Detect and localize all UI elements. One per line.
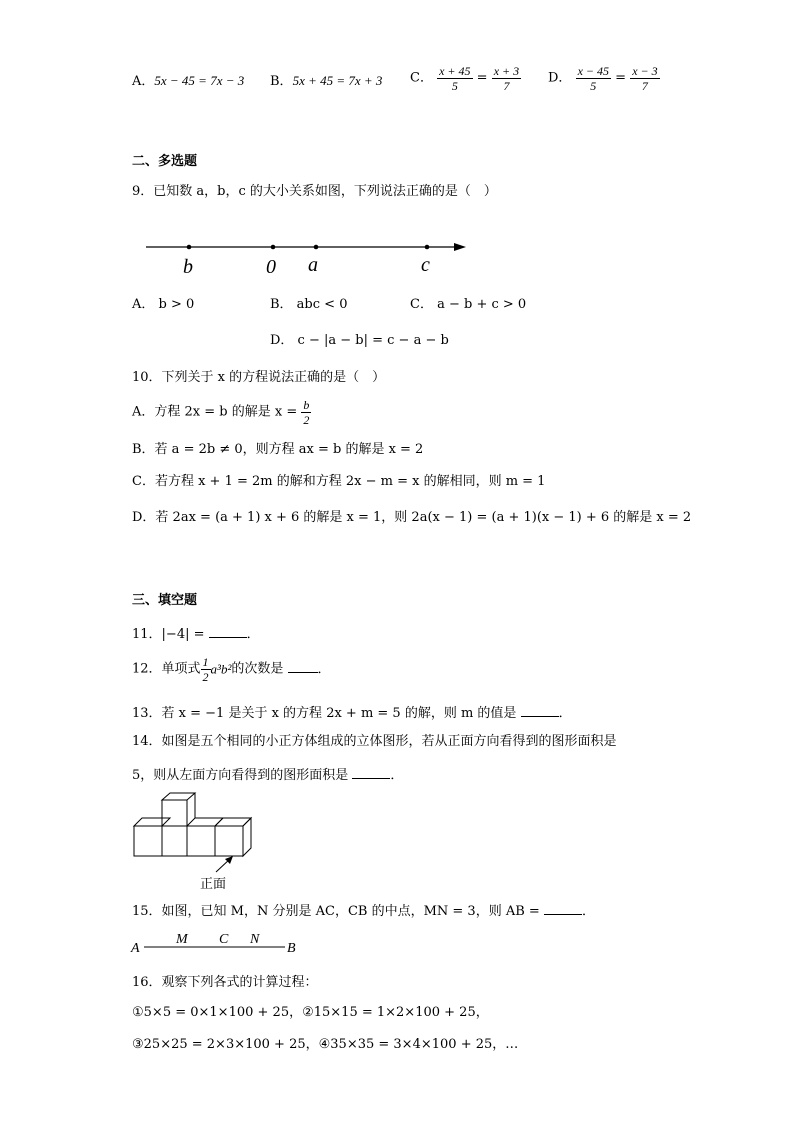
section-heading-fill-in: 三、填空题 <box>132 593 198 608</box>
q13 <box>132 704 572 722</box>
bottom-cube4-top-face <box>215 818 251 826</box>
q14-line2 <box>132 766 403 784</box>
segment-label-m: M <box>176 932 188 947</box>
q10-stem: 10．下列关于 x 的方程说法正确的是（ ） <box>132 370 386 385</box>
q13-suffix: ． <box>558 706 572 721</box>
q8-option-c <box>410 64 521 93</box>
bottom-cube3-front-face <box>187 826 215 856</box>
q11 <box>132 625 260 643</box>
q9-option-b: B． abc < 0 <box>270 297 348 312</box>
bottom-cube1-front-face <box>134 826 162 856</box>
number-line-point-c <box>425 245 430 250</box>
q8-option-c-right-fraction: $\frac{x + 3}{7}$ <box>493 64 520 93</box>
q15 <box>132 902 595 920</box>
q8-option-d-left-fraction: $\frac{x - 45}{5}$ <box>577 64 610 93</box>
segment-label-b: B <box>287 941 296 956</box>
bottom-cube4-side-face <box>243 818 251 856</box>
q15-text: 15．如图，已知 M，N 分别是 AC，CB 的中点，MN = 3，则 AB = <box>132 904 540 919</box>
segment-label-a: A <box>131 941 140 956</box>
section-heading-multiple-choice: 二、多选题 <box>132 154 198 169</box>
number-line-point-b <box>187 245 192 250</box>
q12-rest: 的次数是 <box>231 661 284 677</box>
q10-option-c: C．若方程 x + 1 = 2m 的解和方程 2x − m = x 的解相同，则 m = 1 <box>132 474 546 489</box>
bottom-cube1-top-face <box>134 818 170 826</box>
q11-answer-blank[interactable] <box>209 625 247 638</box>
segment-label-c: C <box>219 932 229 947</box>
q8-option-a <box>132 73 244 90</box>
q12-text: 12．单项式 <box>132 661 201 677</box>
q10-option-a-text: A．方程 2x = b 的解是 x = <box>132 404 298 420</box>
q15-answer-blank[interactable] <box>544 902 582 915</box>
q8-option-b-label: B． <box>270 74 293 89</box>
number-line-arrow-icon <box>454 243 466 251</box>
q8-option-d-equals: = <box>615 70 627 86</box>
q8-option-a-expr: 5x − 45 = 7x − 3 <box>154 73 245 88</box>
q9-option-d: D． c − |a − b| = c − a − b <box>270 333 449 348</box>
q16-stem: 16．观察下列各式的计算过程： <box>132 975 318 990</box>
q8-option-a-label: A． <box>132 74 155 89</box>
q12-suffix: ． <box>317 662 331 677</box>
number-line-point-a <box>314 245 319 250</box>
q8-option-c-left-fraction: $\frac{x + 45}{5}$ <box>439 64 471 93</box>
q9-stem: 9．已知数 a，b，c 的大小关系如图，下列说法正确的是（ ） <box>132 184 497 199</box>
q14-suffix: ． <box>390 768 404 783</box>
number-line-point-0 <box>271 245 276 250</box>
q10-option-a <box>132 398 311 427</box>
q14-line2-text: 5，则从左面方向看得到的图形面积是 <box>132 768 349 783</box>
q10-option-a-fraction: $\frac{b}{2}$ <box>303 398 310 427</box>
q8-option-d <box>548 64 660 93</box>
q16-line2: ③25×25 = 2×3×100 + 25，④35×35 = 3×4×100 + 25，… <box>132 1037 519 1052</box>
number-line-label-0: 0 <box>266 256 276 278</box>
number-line-label-a: a <box>308 254 318 276</box>
q15-segment-figure <box>128 928 308 958</box>
q13-answer-blank[interactable] <box>521 704 559 717</box>
q12-monomial: a³b² <box>210 661 232 677</box>
q8-option-c-label: C． <box>410 70 433 86</box>
q12-fraction: $\frac{1}{2}$ <box>202 655 209 684</box>
segment-label-n: N <box>250 932 260 947</box>
q8-option-d-label: D． <box>548 70 572 86</box>
q11-text: 11．|−4| = <box>132 627 205 642</box>
q8-option-b-expr: 5x + 45 = 7x + 3 <box>292 73 383 88</box>
q14-front-label: 正面 <box>200 877 227 892</box>
top-cube-top-face <box>162 793 195 800</box>
q10-option-b: B．若 a = 2b ≠ 0，则方程 ax = b 的解是 x = 2 <box>132 442 424 457</box>
q10-option-d: D．若 2ax = (a + 1) x + 6 的解是 x = 1，则 2a(x − 1) = (a + 1)(x − 1) + 6 的解是 x = 2 <box>132 510 692 525</box>
q8-option-b <box>270 73 382 90</box>
q15-suffix: ． <box>581 904 595 919</box>
q9-option-a: A． b > 0 <box>132 297 195 312</box>
number-line-label-c: c <box>421 254 430 276</box>
q16-line1: ①5×5 = 0×1×100 + 25，②15×15 = 1×2×100 + 25， <box>132 1005 489 1020</box>
number-line-label-b: b <box>183 256 193 278</box>
q9-option-c: C． a − b + c > 0 <box>410 297 527 312</box>
q9-number-line <box>140 234 480 280</box>
q12-answer-blank[interactable] <box>288 660 318 673</box>
q13-text: 13．若 x = −1 是关于 x 的方程 2x + m = 5 的解，则 m 的值是 <box>132 706 517 721</box>
q14-answer-blank[interactable] <box>352 766 390 779</box>
q8-option-d-right-fraction: $\frac{x - 3}{7}$ <box>632 64 658 93</box>
q14-line1: 14．如图是五个相同的小正方体组成的立体图形，若从正面方向看得到的图形面积是 <box>132 734 617 749</box>
bottom-cube4-front-face <box>215 826 243 856</box>
q8-option-c-equals: = <box>476 70 488 86</box>
q11-suffix: ． <box>246 627 260 642</box>
q12 <box>132 655 331 684</box>
bottom-cube2-front-face <box>162 826 187 856</box>
q14-cube-figure <box>130 790 260 890</box>
bottom-cube3-top-face <box>187 818 223 826</box>
